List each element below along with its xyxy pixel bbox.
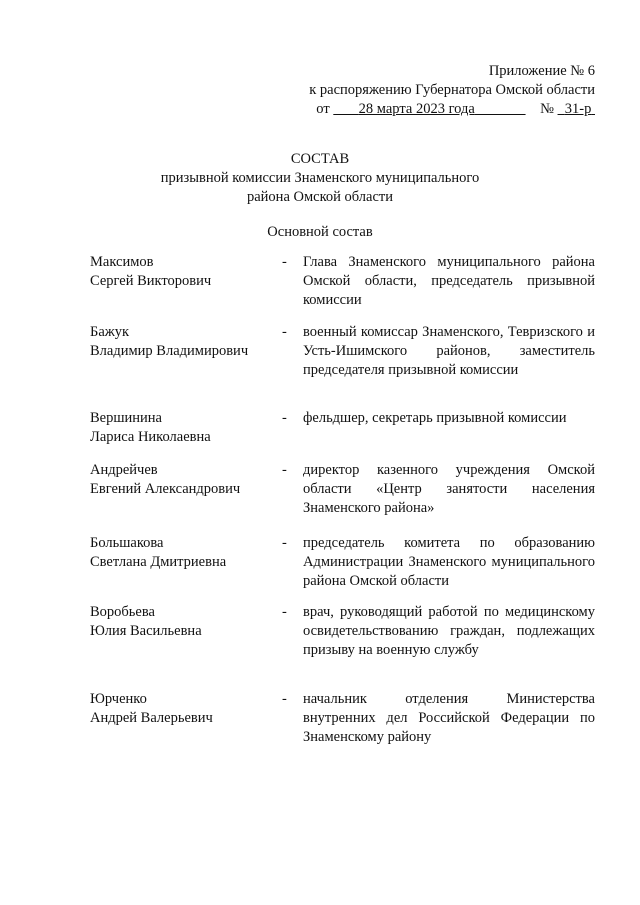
member-name [90, 409, 270, 447]
member-surname: Максимов [90, 254, 154, 270]
annex-number-label: № [540, 101, 554, 117]
member-given-name: Евгений Александрович [90, 481, 241, 497]
member-role: военный комиссар Знаменского, Тевризского и Усть-Ишимского районов, заместитель председателя призывной комиссии [303, 324, 595, 378]
member-surname: Воробьева [90, 604, 155, 620]
member-given-name: Андрей Валерьевич [90, 710, 213, 726]
annex-date: 28 марта 2023 года [358, 101, 475, 117]
member-dash: - [282, 604, 287, 620]
member-given-name: Лариса Николаевна [90, 429, 211, 445]
document-subtitle-line1: призывной комиссии Знаменского муниципального [160, 170, 480, 186]
document-title: СОСТАВ [290, 151, 350, 167]
annex-date-line [309, 100, 595, 119]
member-surname: Андрейчев [90, 462, 158, 478]
member-dash: - [282, 462, 287, 478]
member-name [90, 603, 270, 641]
annex-order-number: 31-р [564, 101, 592, 117]
annex-reference: к распоряжению Губернатора Омской области [309, 82, 595, 98]
annex-from-label: от [316, 101, 330, 117]
member-given-name: Владимир Владимирович [90, 343, 249, 359]
member-name [90, 461, 270, 499]
member-surname: Юрченко [90, 691, 147, 707]
member-surname: Большакова [90, 535, 164, 551]
member-given-name: Светлана Дмитриевна [90, 554, 227, 570]
member-role: директор казенного учреждения Омской области «Центр занятости населения Знаменского района» [303, 462, 595, 516]
annex-number: Приложение № 6 [488, 63, 595, 79]
member-given-name: Юлия Васильевна [90, 623, 202, 639]
member-surname: Бажук [90, 324, 130, 340]
member-role: врач, руководящий работой по медицинскому освидетельствованию граждан, подлежащих призыву на военную службу [303, 604, 595, 658]
member-dash: - [282, 691, 287, 707]
section-heading: Основной состав [267, 224, 373, 240]
member-name [90, 534, 270, 572]
member-surname: Вершинина [90, 410, 162, 426]
member-dash: - [282, 324, 287, 340]
member-dash: - [282, 254, 287, 270]
member-role: начальник отделения Министерства внутренних дел Российской Федерации по Знаменскому району [303, 691, 595, 745]
member-role: Глава Знаменского муниципального района Омской области, председатель призывной комиссии [303, 254, 595, 308]
member-dash: - [282, 410, 287, 426]
member-role: председатель комитета по образованию Администрации Знаменского муниципального района Омской области [303, 535, 595, 589]
member-role: фельдшер, секретарь призывной комиссии [303, 410, 567, 426]
member-given-name: Сергей Викторович [90, 273, 212, 289]
member-name [90, 323, 270, 361]
annex-block [309, 62, 595, 119]
member-name [90, 690, 270, 728]
member-dash: - [282, 535, 287, 551]
document-subtitle-line2: района Омской области [246, 189, 393, 205]
member-name [90, 253, 270, 291]
